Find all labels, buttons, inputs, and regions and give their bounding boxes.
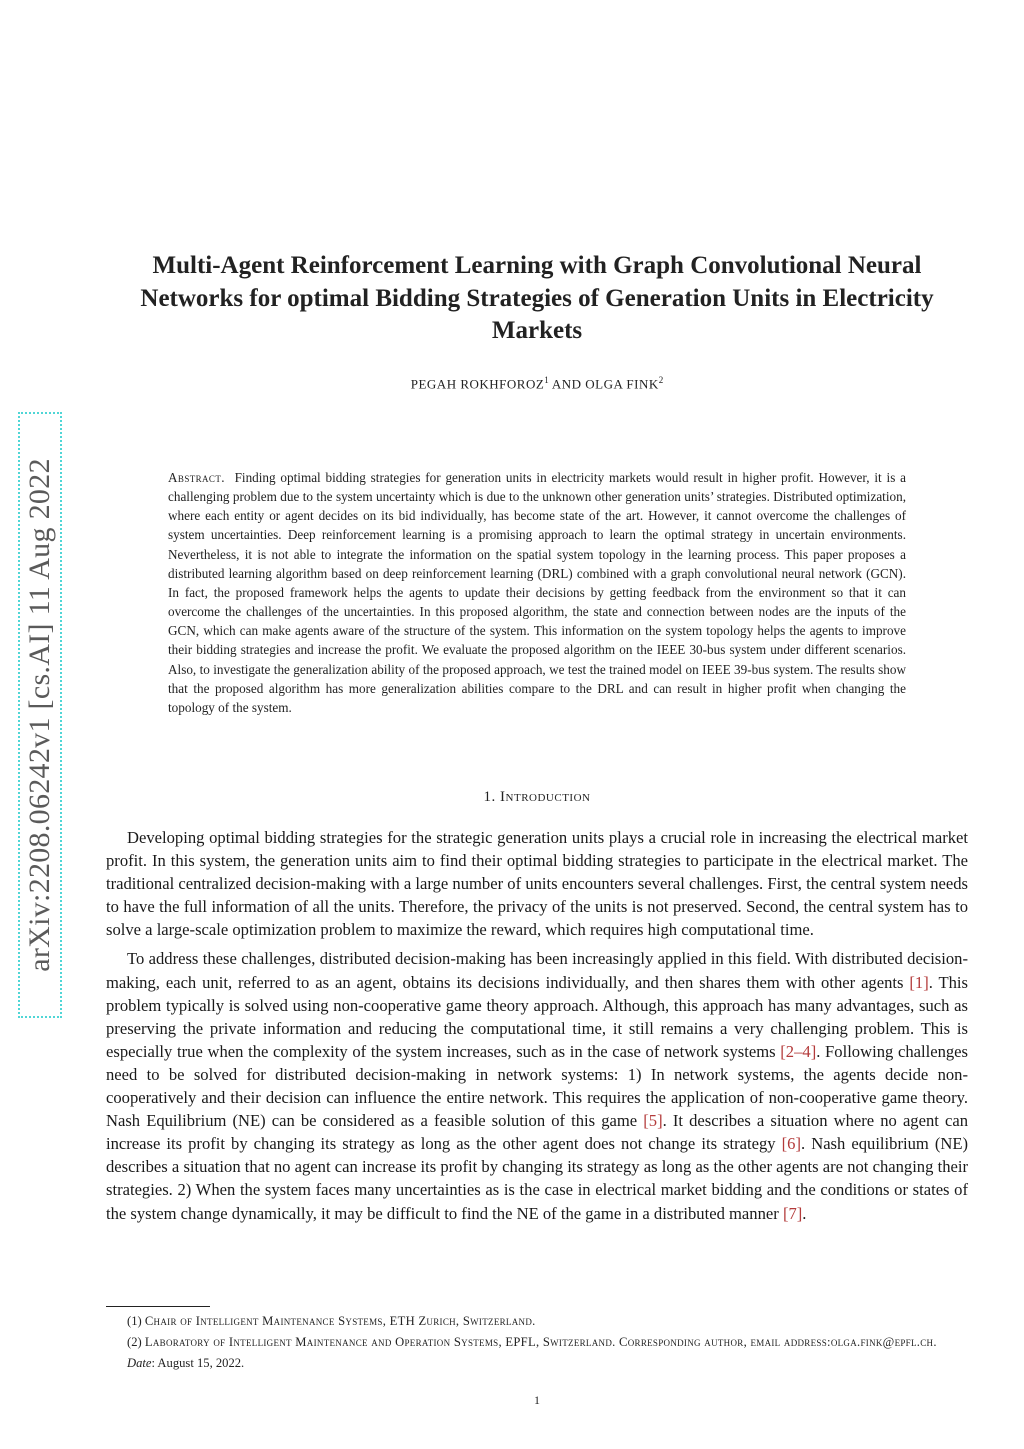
author-name: PEGAH ROKHFOROZ	[410, 376, 545, 392]
arxiv-identifier-stamp	[18, 412, 62, 1018]
arxiv-identifier-text: arXiv:2208.06242v1 [cs.AI] 11 Aug 2022	[23, 458, 57, 972]
citation-link[interactable]: [2–4]	[780, 1041, 817, 1061]
author-name: OLGA FINK	[585, 376, 659, 392]
footnote-text: Chair of Intelligent Maintenance Systems, ETH Zurich, Switzerland.	[144, 1314, 536, 1328]
author-conjunction: AND	[551, 376, 582, 392]
page-number: 1	[534, 1393, 540, 1407]
paragraph-text: . Following challenges need to be solved for distributed decision-making in network systems: 1) In network systems, the agents decide non-cooperatively and their decision can influence the entire network. This requires the application of non-cooperative game theory. Nash Equilibrium (NE) can be considered as a feasible solution of this game	[106, 1041, 968, 1131]
paragraph-text: To address these challenges, distributed decision-making has been increasingly applied in this field. With distributed decision-making, each unit, referred to as an agent, obtains its decisions individually, and then shares them with other agents	[106, 949, 968, 992]
citation-link[interactable]: [5]	[643, 1111, 663, 1131]
footnote-mark: (1)	[127, 1314, 142, 1328]
abstract-text: Finding optimal bidding strategies for generation units in electricity markets would result in higher profit. However, it is a challenging problem due to the system uncertainty which is due to the unknown other generation units’ strategies. Distributed optimization, where each entity or agent decides on its bid individually, has become state of the art. However, it cannot overcome the challenges of system uncertainties. Deep reinforcement learning is a promising approach to learn the optimal strategy in uncertain environments. Nevertheless, it is not able to integrate the information on the spatial system topology in the learning process. This paper proposes a distributed learning algorithm based on deep reinforcement learning (DRL) combined with a graph convolutional neural network (GCN). In fact, the proposed framework helps the agents to update their decisions by getting feedback from the environment so that it can overcome the challenges of the uncertainties. In this proposed algorithm, the state and connection between nodes are the inputs of the GCN, which can make agents aware of the structure of the system. This information on the system topology helps the agents to improve their bidding strategies and increase the profit. We evaluate the proposed algorithm on the IEEE 30-bus system under different scenarios. Also, to investigate the generalization ability of the proposed approach, we test the trained model on IEEE 39-bus system. The results show that the proposed algorithm has more generalization abilities compare to the DRL and can result in higher profit when changing the topology of the system.	[168, 470, 906, 715]
abstract-label: Abstract.	[168, 470, 225, 485]
citation-link[interactable]: [6]	[781, 1134, 802, 1154]
footnote-2	[106, 1332, 968, 1353]
footnote-divider	[106, 1306, 210, 1307]
date-value: : August 15, 2022.	[151, 1356, 245, 1370]
author-line	[100, 375, 974, 392]
footnote-mark: (2)	[127, 1335, 142, 1349]
date-line	[106, 1353, 968, 1374]
paper-title: Multi-Agent Reinforcement Learning with Graph Convolutional Neural Networks for optimal Bidding Strategies of Generation Units in Electricity Markets	[140, 252, 934, 344]
affiliation-mark: 1	[544, 375, 549, 385]
paragraph-text: .	[802, 1203, 807, 1223]
abstract	[168, 468, 906, 717]
footnote-text: Laboratory of Intelligent Maintenance and Operation Systems, EPFL, Switzerland. Corresponding author, email address:olga.fink@epfl.ch.	[144, 1335, 937, 1349]
intro-paragraph-1: Developing optimal bidding strategies for the strategic generation units plays a crucial role in increasing the electrical market profit. In this system, the generation units aim to find their optimal bidding strategies to participate in the electrical market. The traditional centralized decision-making with a large number of units encounters several challenges. First, the central system needs to have the full information of all the units. Therefore, the privacy of the units is not preserved. Second, the central system has to solve a large-scale optimization problem to maximize the reward, which requires high computational time.	[106, 828, 968, 940]
paragraph-text: . This problem typically is solved using non-cooperative game theory approach. Although, this approach has many advantages, such as preserving the private information and reducing the computational time, it still remains a very challenging problem. This is especially true when the complexity of the system increases, such as in the case of network systems	[106, 972, 968, 1061]
introduction-body	[106, 826, 968, 1231]
paragraph-text: . Nash equilibrium (NE) describes a situation that no agent can increase its profit by changing its strategy as long as the other agents are not changing their strategies. 2) When the system faces many uncertainties as is the case in electrical market bidding and the conditions or states of the system change dynamically, it may be difficult to find the NE of the game in a distributed manner	[106, 1134, 969, 1223]
citation-link[interactable]: [1]	[909, 972, 929, 992]
paragraph-text: . It describes a situation where no agent can increase its profit by changing its strategy as long as the other agent does not change its strategy	[106, 1111, 968, 1154]
section-heading	[100, 789, 974, 806]
date-label: Date	[127, 1356, 152, 1370]
affiliation-mark: 2	[658, 375, 664, 385]
section-title: Introduction	[500, 789, 591, 805]
intro-paragraph-2	[106, 947, 968, 1224]
footnote-1	[106, 1311, 968, 1332]
citation-link[interactable]: [7]	[782, 1203, 803, 1223]
section-number: 1.	[483, 789, 496, 805]
footnotes	[106, 1311, 968, 1374]
